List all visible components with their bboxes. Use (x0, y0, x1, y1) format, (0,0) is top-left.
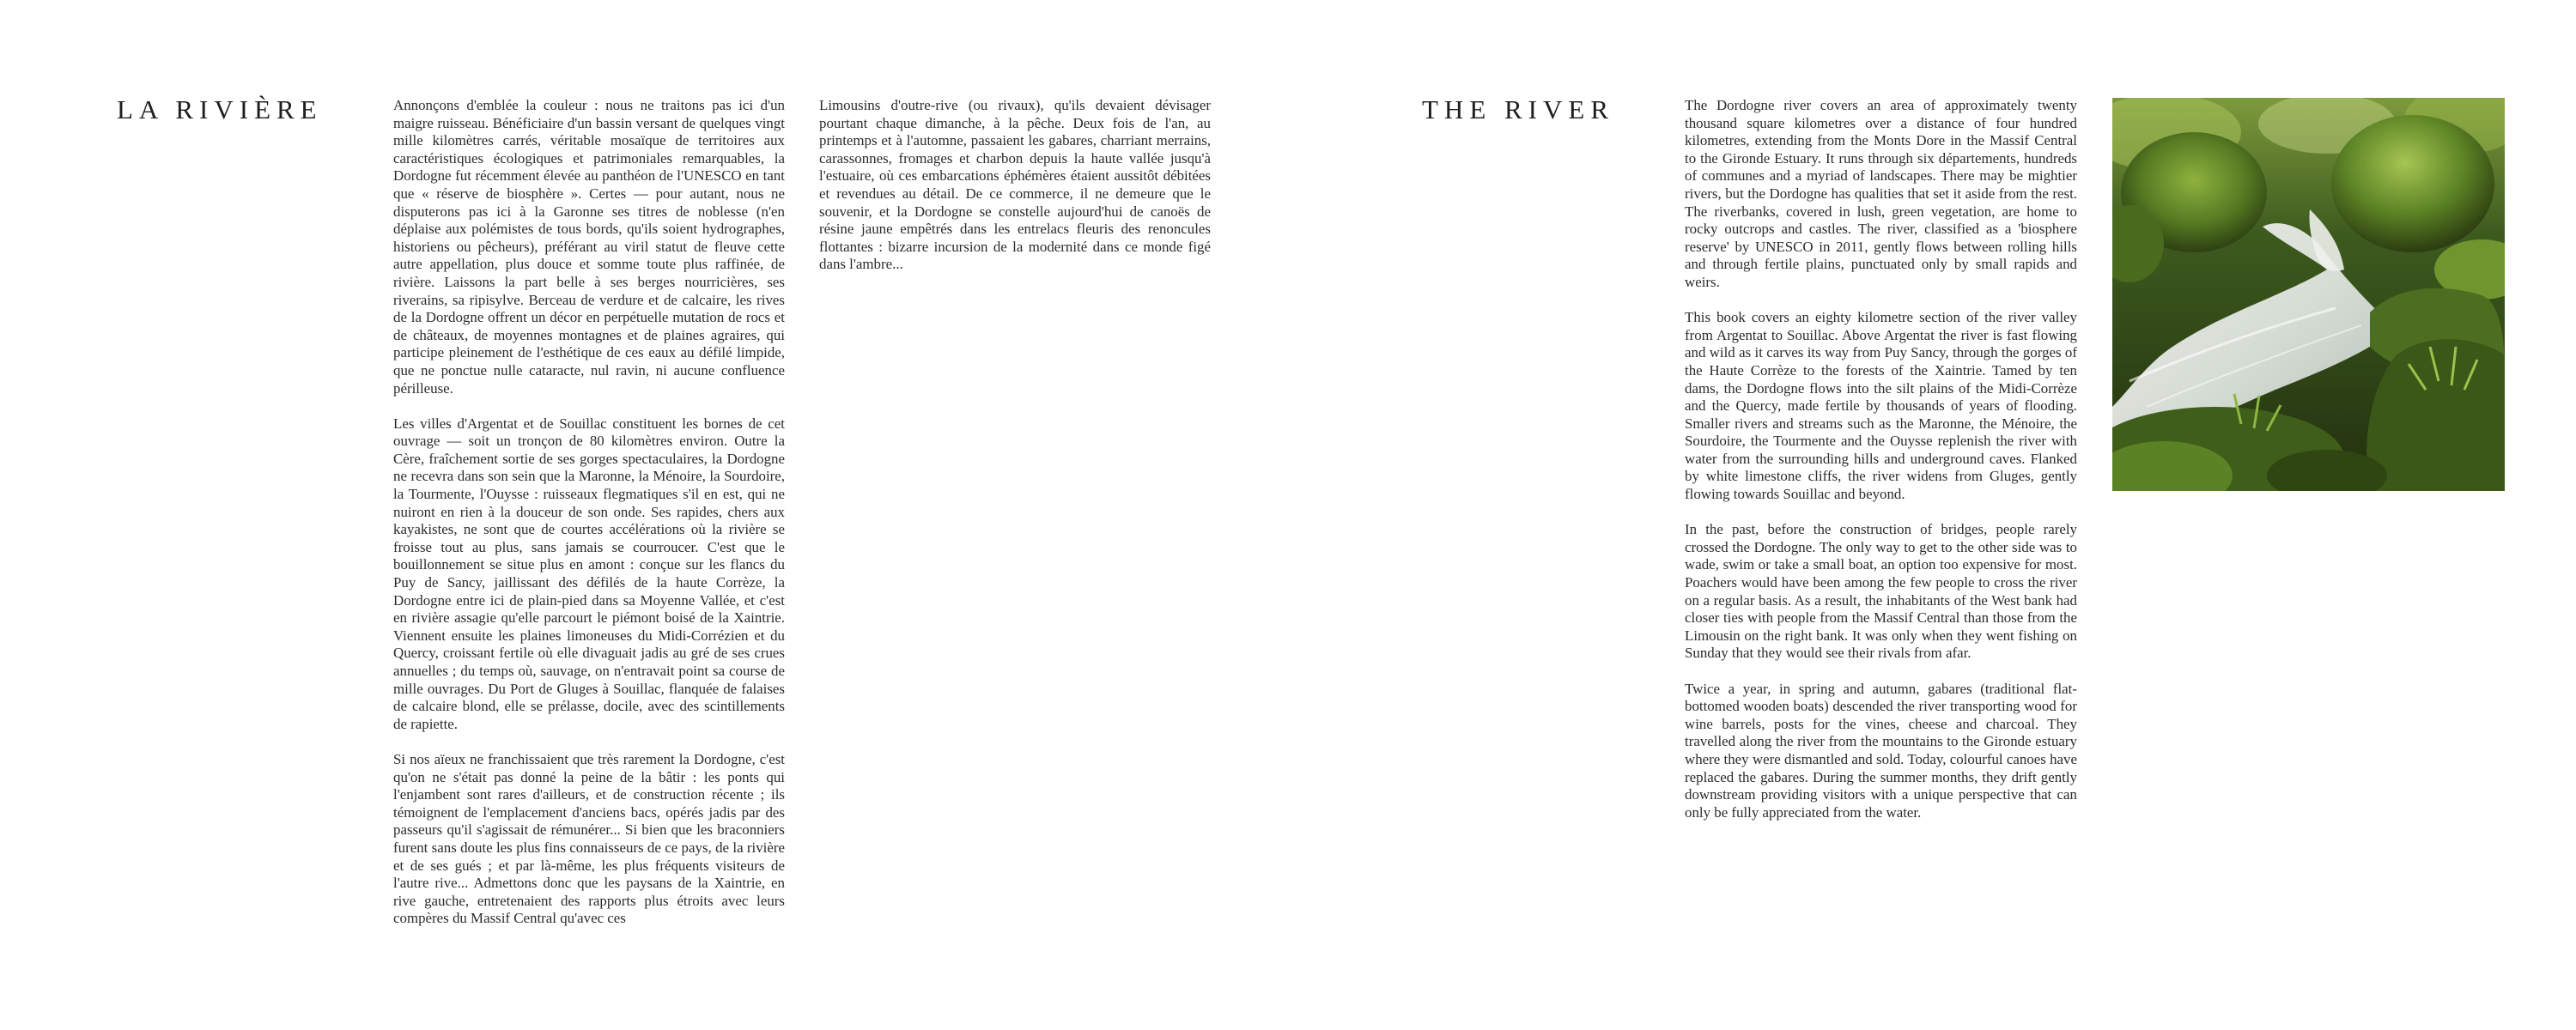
paragraph: This book covers an eighty kilometre section of the river valley from Argentat to Souillac. Above Argentat the river is fast flowing and wild as it carves its way from Puy Sancy, through the gorges of the Haute Corrèze to the forests of the Xaintrie. Tamed by ten dams, the Dordogne flows into the silt plains of the Midi-Corrèze and the Quercy, made fertile by thousands of years of flooding. Smaller rivers and streams such as the Maronne, the Ménoire, the Sourdoire, the Tourmente and the Ouysse replenish the river with water from the surrounding hills and underground caves. Flanked by white limestone cliffs, the river widens from Gluges, gently flowing towards Souillac and beyond. (1685, 309, 2077, 503)
paragraph: Twice a year, in spring and autumn, gabares (traditional flat-bottomed wooden boats) descended the river transporting wood for wine barrels, posts for the vines, cheese and charcoal. They travelled along the river from the mountains to the Gironde estuary where they were dismantled and sold. Today, colourful canoes have replaced the gabares. During the summer months, they drift gently downstream providing visitors with a unique perspective that can only be fully appreciated from the water. (1685, 680, 2077, 821)
paragraph: Limousins d'outre-rive (ou rivaux), qu'ils devaient dévisager pourtant chaque dimanche, à la pêche. Deux fois de l'an, au printemps et à l'automne, passaient les gabares, charriant merrains, carassonnes, fromages et charbon depuis la haute vallée jusqu'à l'estuaire, où ces embarcations éphémères étaient aussitôt débitées et revendues au détail. De ce commerce, il ne demeure que le souvenir, et la Dordogne se constelle aujourd'hui de canoës de résine jaune empêtrés dans les entrelacs fleuris des renoncules flottantes : bizarre incursion de la modernité dans ce monde figé dans l'ambre... (819, 97, 1211, 273)
english-text-column (1685, 97, 2077, 839)
french-text-column-1 (393, 97, 785, 946)
river-rapids-photo (2112, 98, 2505, 491)
paragraph: Annonçons d'emblée la couleur : nous ne traitons pas ici d'un maigre ruisseau. Bénéficiaire d'un bassin versant de quelques vingt mille kilomètres carrés, véritable mosaïque de territoires aux caractéristiques écologiques et patrimoniales remarquables, la Dordogne fut récemment élevée au panthéon de l'UNESCO en tant que « réserve de biosphère ». Certes — pour autant, nous ne disputerons pas ici à la Garonne ses titres de noblesse (n'en déplaise aux polémistes de tous bords, qu'ils soient hydrographes, historiens ou pêcheurs), préférant au viril statut de fleuve cette autre appellation, plus douce et somme toute plus raffinée, de rivière. Laissons la part belle à ses berges nourricières, ses riverains, sa ripisylve. Berceau de verdure et de calcaire, les rives de la Dordogne offrent un décor en perpétuelle mutation de rocs et de châteaux, de moyennes montagnes et de plaines agraires, qui participe pleinement de l'esthétique de ces eaux au défilé limpide, que ne ponctue nulle cataracte, nul ravin, ni aucune confluence périlleuse. (393, 97, 785, 397)
mossy-rocks-waterfall-image (2112, 98, 2505, 491)
paragraph: In the past, before the construction of bridges, people rarely crossed the Dordogne. The only way to get to the other side was to wade, swim or take a small boat, an option too expensive for most. Poachers would have been among the few people to cross the river on a regular basis. As a result, the inhabitants of the West bank had closer ties with people from the Massif Central than those from the Limousin on the right bank. It was only when they went fishing on Sunday that they would see their rivals from afar. (1685, 521, 2077, 662)
page-title-french: LA RIVIÈRE (117, 94, 323, 124)
right-page (1288, 0, 2576, 1030)
page-title-english: THE RIVER (1422, 94, 1615, 124)
french-text-column-2 (819, 97, 1211, 292)
paragraph: Si nos aïeux ne franchissaient que très rarement la Dordogne, c'est qu'on ne s'était pas donné la peine de la bâtir : les ponts qui l'enjambent sont rares d'ailleurs, et de construction récente ; ils témoignent de l'emplacement d'anciens bacs, opérés jadis par des passeurs qu'il s'agissait de rémunérer... Si bien que les braconniers furent sans doute les plus fins connaisseurs de ce pays, de la rivière et de ses gués ; et par là-même, les plus fréquents visiteurs de l'autre rive... Admettons donc que les paysans de la Xaintrie, en rive gauche, entretenaient des rapports plus étroits avec leurs compères du Massif Central qu'avec ces (393, 750, 785, 927)
paragraph: Les villes d'Argentat et de Souillac constituent les bornes de cet ouvrage — soit un tronçon de 80 kilomètres environ. Outre la Cère, fraîchement sortie de ses gorges spectaculaires, la Dordogne ne recevra dans son sein que la Maronne, la Ménoire, la Sourdoire, la Tourmente, l'Ouysse : ruisseaux flegmatiques s'il en est, qui ne nuiront en rien à la douceur de son onde. Ses rapides, chers aux kayakistes, ne sont que de courtes accélérations où la rivière se froisse tout au plus, sans jamais se courroucer. C'est que le bouillonnement se situe plus en amont : conçue sur les flancs du Puy de Sancy, jaillissant des défilés de la haute Corrèze, la Dordogne entre ici de plain-pied dans sa Moyenne Vallée, et c'est en rivière assagie qu'elle parcourt le piémont boisé de la Xaintrie. Viennent ensuite les plaines limoneuses du Midi-Corrézien et du Quercy, croissant fertile où elle divaguait jadis au gré de ses crues annuelles ; du temps où, sauvage, on n'entravait point sa course de mille ouvrages. Du Port de Gluges à Souillac, flanquée de falaises de calcaire blond, elle se prélasse, docile, avec des scintillements de rapiette. (393, 415, 785, 732)
paragraph: The Dordogne river covers an area of approximately twenty thousand square kilometres over a distance of four hundred kilometres, extending from the Monts Dore in the Massif Central to the Gironde Estuary. It runs through six départements, hundreds of communes and a myriad of landscapes. There may be mightier rivers, but the Dordogne has qualities that set it aside from the rest. The riverbanks, covered in lush, green vegetation, are home to rocky outcrops and castles. The river, classified as a 'biosphere reserve' by UNESCO in 2011, gently flows between rolling hills and through fertile plains, punctuated only by small rapids and weirs. (1685, 97, 2077, 290)
